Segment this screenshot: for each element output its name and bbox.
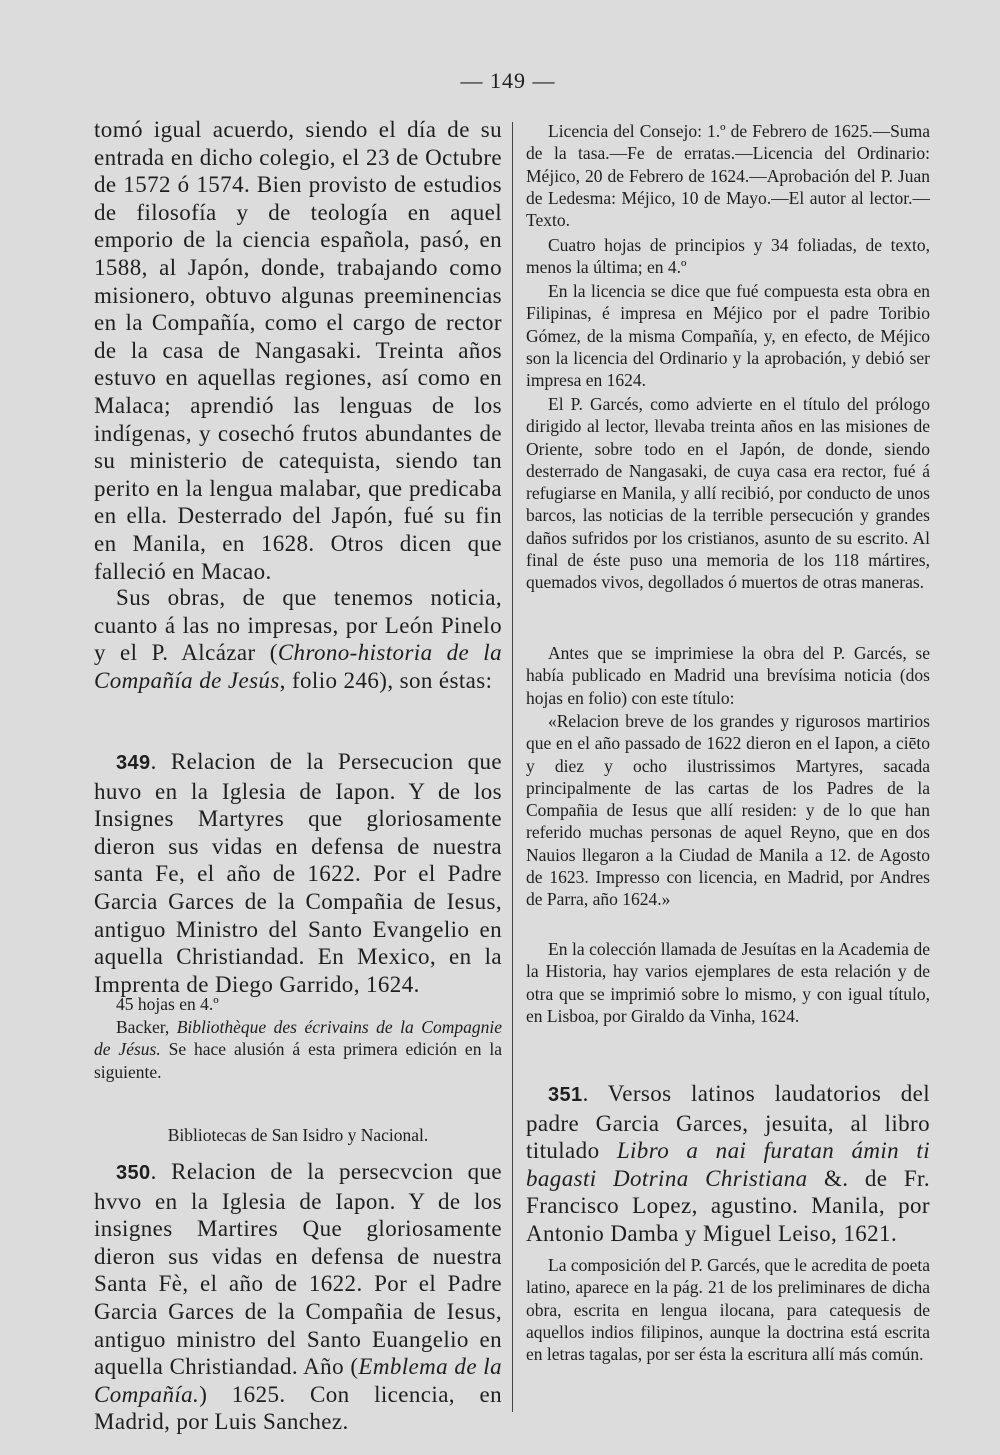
entry-349	[94, 748, 502, 998]
entry-350-text-a: . Relacion de la persecvcion que hvvo en la Iglesia de Iapon. Y de los insignes Martires Que gloriosamente dieron sus vidas en defensa de nuestra Santa Fè, el año de 1622. Por el Padre Garcia Garces de la Compañia de Iesus, antiguo ministro del Santo Euangelio en aquella Christiandad. Año (	[94, 1159, 502, 1380]
works-intro-text-b: , folio 246), son éstas:	[279, 667, 493, 693]
entry-349-number: 349	[116, 752, 151, 774]
backer-text-b: Se hace alusión á esta primera edición en la siguiente.	[94, 1039, 502, 1082]
entry-350-text-b: ) 1625. Con licencia, en Madrid, por Luis Sanchez.	[94, 1381, 502, 1435]
backer-text-a: Backer,	[116, 1017, 177, 1037]
right-paragraph-hojas: Cuatro hojas de principios y 34 foliadas, de texto, menos la última; en 4.º	[526, 235, 930, 278]
right-paragraph-impresion: En la licencia se dice que fué compuesta esta obra en Filipinas, é impresa en Méjico por el padre Toribio Gómez, de la misma Compañía, y, en efecto, de Méjico son la licencia del Ordinario y la aprobación, y debió ser impresa en 1624.	[526, 281, 930, 391]
entry-351-number: 351	[548, 1084, 583, 1106]
right-paragraph-antes: Antes que se imprimiese la obra del P. Garcés, se había publicado en Madrid una brevísima noticia (dos hojas en folio) con este título:	[526, 643, 930, 708]
right-paragraph-licencia: Licencia del Consejo: 1.º de Febrero de 1625.—Suma de la tasa.—Fe de erratas.—Licencia del Ordinario: Méjico, 20 de Febrero de 1624.—Aprobación del P. Juan de Ledesma: Méjico, 10 de Mayo.—El autor al lector.—Texto.	[526, 121, 930, 231]
right-paragraph-relacion-quote: «Relacion breve de los grandes y rigurosos martirios que en el año passado de 1622 dieron en el Iapon, a ciēto y diez y ocho ilustrissimos Martyres, sacada principalmente de las cartas de los Padres de la Compañia de Iesus que allí residen: y de lo que han referido muchas personas de aquel Reyno, que en dos Nauios llegaron a la Ciudad de Manila a 12. de Agosto de 1623. Impresso con licencia, en Madrid, por Andres de Parra, año 1624.»	[526, 711, 930, 910]
page-number: — 149 —	[460, 68, 556, 93]
works-intro-text-a: Sus obras, de que tenemos noticia, cuanto á las no impresas, por León Pinelo y el P. Alcázar (	[94, 585, 502, 666]
entry-349-text: . Relacion de la Persecucion que huvo en la Iglesia de Iapon. Y de los Insignes Martyres que gloriosamente dieron sus vidas en defensa de nuestra santa Fe, el año de 1622. Por el Padre Garcia Garces de la Compañia de Iesus, antiguo Ministro del Santo Evangelio en aquella Christiandad. En Mexico, en la Imprenta de Diego Garrido, 1624.	[94, 749, 502, 997]
left-paragraph-works-intro	[94, 584, 502, 694]
entry-351-text-a: . Versos latinos laudatorios del padre Garcia Garces, jesuita, al libro titulado	[526, 1081, 930, 1164]
backer-italic-title: Bibliothèque des écrivains de la Compagnie de Jésus.	[94, 1017, 502, 1060]
entry-351	[526, 1080, 930, 1248]
entry-349-backer-note	[94, 1016, 502, 1083]
right-paragraph-coleccion: En la colección llamada de Jesuítas en la Academia de la Historia, hay varios ejemplares de esta relación y de otra que se imprimió sobre lo mismo, y con igual título, en Lisboa, por Giraldo da Vinha, 1624.	[526, 939, 930, 1026]
entry-350	[94, 1158, 502, 1436]
works-intro-italic-title: Chrono-historia de la Compañía de Jesús	[94, 640, 502, 693]
entry-350-number: 350	[116, 1162, 151, 1184]
entry-350-italic: Emblema de la Compañía.	[94, 1354, 502, 1407]
left-paragraph-biography: tomó igual acuerdo, siendo el día de su entrada en dicho colegio, el 23 de Octubre de 1572 ó 1574. Bien provisto de estudios de filosofía y de teología en aquel emporio de la ciencia española, pasó, en 1588, al Japón, donde, trabajando como misionero, obtuvo algunas preeminencias en la Compañía, como el cargo de rector de la casa de Nangasaki. Treinta años estuvo en aquellas regiones, así como en Malaca; aprendió las lenguas de los indígenas, y cosechó frutos abundantes de su ministerio de catequista, siendo tan perito en la lengua malabar, que predicaba en ella. Desterrado del Japón, fué su fin en Manila, en 1628. Otros dicen que falleció en Macao.	[94, 117, 502, 584]
entry-351-italic-title: Libro a nai furatan ámin ti bagasti Dotrina Christiana	[526, 1138, 930, 1191]
right-paragraph-composicion: La composición del P. Garcés, que le acredita de poeta latino, aparece en la pág. 21 de los preliminares de dicha obra, escrita en lengua ilocana, para catequesis de aquellos indios filipinos, aunque la doctrina está escrita en letras tagalas, por ser ésta la escritura allí más común.	[526, 1255, 930, 1365]
right-paragraph-garces-biography: El P. Garcés, como advierte en el título del prólogo dirigido al lector, llevaba treinta años en las misiones de Oriente, sobre todo en el Japón, de donde, siendo desterrado de Nangasaki, de cuya casa era rector, fué á refugiarse en Manila, y allí recibió, por conducto de unos barcos, las noticias de la terrible persecución y grandes daños sufridos por los cristianos, asunto de su escrito. Al final de éste puso una memoria de los 118 mártires, quemados vivos, degollados ó muertos de otras maneras.	[526, 394, 930, 593]
bibliotecas-note: Bibliotecas de San Isidro y Nacional.	[167, 1125, 429, 1145]
column-divider	[512, 122, 513, 1412]
entry-349-hojas: 45 hojas en 4.º	[116, 994, 219, 1014]
entry-351-text-b: &. de Fr. Francisco Lopez, agustino. Manila, por Antonio Damba y Miguel Leiso, 1621.	[526, 1165, 930, 1246]
